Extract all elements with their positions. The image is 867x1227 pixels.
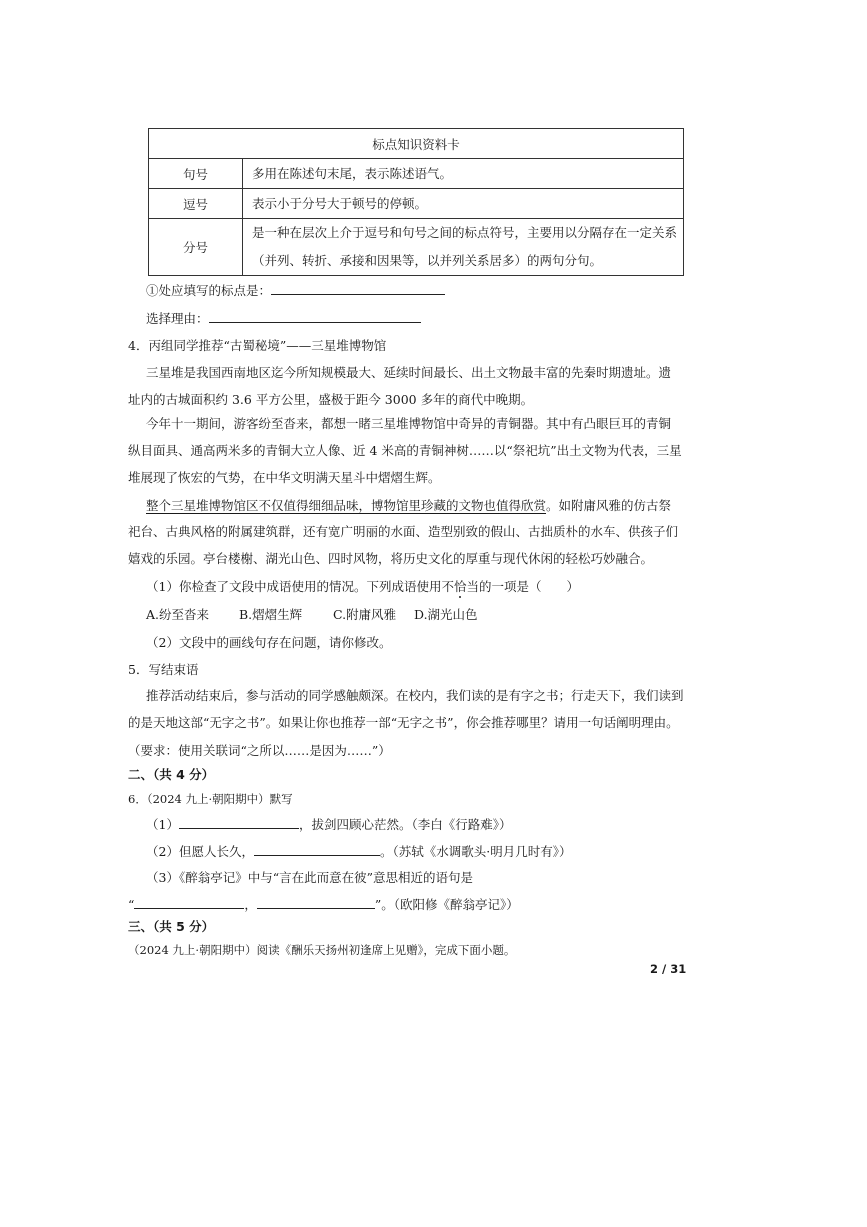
q4-option-d[interactable]: D.湖光山色 [414,607,478,622]
q4-paragraph-line: 址内的古城面积约 3.6 平方公里，盛极于距今 3000 多年的商代中晚期。 [128,392,534,407]
q6-heading: 6．（2024 九上·朝阳期中）默写 [128,792,293,806]
q6-line3: （3）《醉翁亭记》中与“言在此而意在彼”意思相近的语句是 [146,870,473,885]
q4-option-b[interactable]: B.熠熠生辉 [239,607,303,622]
q4-paragraph-line: 祀台、古典风格的附属建筑群，还有宽广明丽的水面、造型别致的假山、古拙质朴的水车、供孩子们 [128,524,679,539]
underlined-sentence: 整个三星堆博物馆区不仅值得细细品味，博物馆里珍藏的文物也值得欣赏 [146,498,547,513]
q5-line: 推荐活动结束后，参与活动的同学感触颇深。在校内，我们读的是有字之书；行走天下，我们读到 [146,688,684,703]
q4-paragraph-line: 三星堆是我国西南地区迄今所知规模最大、延续时间最长、出土文物最丰富的先秦时期遗址。遗 [146,365,672,380]
q4-option-c[interactable]: C.附庸风雅 [333,607,397,622]
card-row-desc: 表示小于分号大于顿号的停顿。 [243,189,684,219]
q6-line1: （1） ，拔剑四顾心茫然。（李白《行路难》） [146,817,512,832]
q4-heading: 4．丙组同学推荐“古蜀秘境”——三星堆博物馆 [128,338,387,353]
card-row-desc: 是一种在层次上介于逗号和句号之间的标点符号，主要用以分隔存在一定关系 （并列、转折、承接和因果等，以并列关系居多）的两句分句。 [243,219,684,276]
answer-blank[interactable] [179,828,299,829]
q3-reason-line: 选择理由： [146,309,421,327]
q4-underlined-sentence-line: 整个三星堆博物馆区不仅值得细细品味，博物馆里珍藏的文物也值得欣赏。如附庸风雅的仿古祭 [146,498,672,513]
answer-blank[interactable] [257,908,375,909]
answer-blank[interactable] [209,322,421,323]
q3-punctuation-line: ①处应填写的标点是： [146,281,445,299]
punctuation-knowledge-card [148,128,684,276]
q4-sub1: （1）你检查了文段中成语使用的情况。下列成语使用不恰当的一项是（ ） [146,579,579,594]
card-row-name: 逗号 [149,189,243,219]
q6-line4: “ ， ”。（欧阳修《醉翁亭记》） [128,897,519,912]
q4-paragraph-line: 嬉戏的乐园。亭台楼榭、湖光山色、四时风物，将历史文化的厚重与现代休闲的轻松巧妙融合。 [128,551,654,566]
q6-line2: （2）但愿人长久， 。（苏轼《水调歌头·明月几时有》） [146,844,572,859]
q4-paragraph-line: 今年十一期间，游客纷至沓来，都想一睹三星堆博物馆中奇异的青铜器。其中有凸眼巨耳的青铜 [146,416,672,431]
page-number: 2 / 31 [650,962,687,976]
section3-heading: 三、（共 5 分） [128,919,215,934]
answer-blank[interactable] [254,855,380,856]
answer-blank[interactable] [271,294,445,295]
q4-sub2: （2）文段中的画线句存在问题，请你修改。 [146,635,392,650]
q4-paragraph-line: 堆展现了恢宏的气势，在中华文明满天星斗中熠熠生辉。 [128,470,441,485]
card-row-name: 分号 [149,219,243,276]
q4-paragraph-line: 纵目面具、通高两米多的青铜大立人像、近 4 米高的青铜神树……以“祭祀坑”出土文物为代表，三星 [128,443,682,458]
answer-blank[interactable] [134,908,244,909]
q4-option-a[interactable]: A.纷至沓来 [146,607,210,622]
section2-heading: 二、（共 4 分） [128,767,215,782]
card-row-desc: 多用在陈述句末尾，表示陈述语气。 [243,159,684,189]
q5-requirement: （要求：使用关联词“之所以……是因为……”） [128,743,391,758]
card-title: 标点知识资料卡 [149,129,684,159]
emphasis-dotted: 不恰当 [441,579,479,594]
section3-intro: （2024 九上·朝阳期中）阅读《酬乐天扬州初逢席上见赠》，完成下面小题。 [128,943,516,957]
q5-heading: 5．写结束语 [128,662,199,677]
q5-line: 的是天地这部“无字之书”。如果让你也推荐一部“无字之书”，你会推荐哪里？请用一句话阐明理由。 [128,715,679,730]
card-row-name: 句号 [149,159,243,189]
